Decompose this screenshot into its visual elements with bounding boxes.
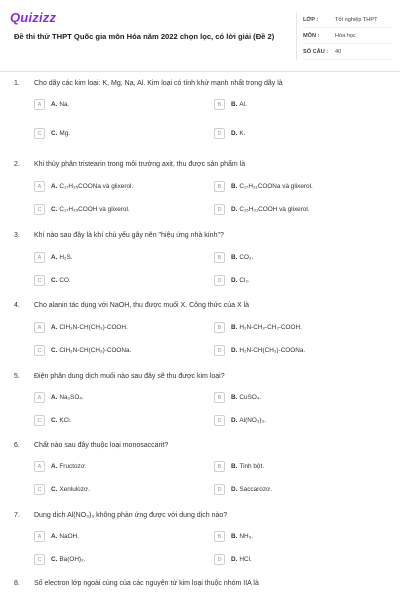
- option-c[interactable]: [34, 127, 199, 140]
- option-text: NH₃.: [239, 533, 254, 540]
- option-letter: D.: [231, 556, 238, 563]
- option-text: ClH₃N-CH(CH₃)-COONa.: [59, 347, 132, 354]
- option-badge: B: [214, 531, 225, 542]
- option-letter: B.: [231, 394, 238, 401]
- option-text: KCl.: [59, 417, 72, 424]
- option-a[interactable]: [34, 98, 199, 111]
- option-letter: B.: [231, 463, 238, 470]
- question-number: 3.: [14, 232, 20, 239]
- option-c[interactable]: [34, 203, 199, 216]
- option-text: Na₂SO₄.: [59, 394, 84, 401]
- option-d[interactable]: [214, 127, 399, 140]
- option-badge: B: [214, 392, 225, 403]
- option-text: C₁₇H₃₁COONa và glixerol.: [239, 183, 313, 190]
- question-text: Chất nào sau đây thuộc loại monosaccarit?: [34, 442, 169, 449]
- option-badge: A: [34, 99, 45, 110]
- option-badge: D: [214, 554, 225, 565]
- option-letter: A.: [51, 463, 58, 470]
- option-badge: D: [214, 484, 225, 495]
- option-badge: A: [34, 252, 45, 263]
- question-number: 6.: [14, 442, 20, 449]
- option-b[interactable]: [214, 321, 399, 334]
- option-b[interactable]: [214, 460, 399, 473]
- question-text: Số electron lớp ngoài cùng của các nguyên tử kim loại thuộc nhóm IIA là: [34, 580, 259, 587]
- option-text: H₂N-CH(CH₃)-COONa.: [239, 347, 306, 354]
- question-text: Khi thủy phân tristearin trong môi trường axit, thu được sản phẩm là: [34, 161, 246, 168]
- option-badge: B: [214, 252, 225, 263]
- option-a[interactable]: [34, 180, 199, 193]
- option-text: Ba(OH)₂.: [59, 556, 86, 563]
- option-badge: A: [34, 181, 45, 192]
- option-text: C₁₇H₃₅COONa và glixerol.: [59, 183, 134, 190]
- option-badge: D: [214, 415, 225, 426]
- option-text: H₂N-CH₂-CH₂-COOH.: [239, 324, 302, 331]
- option-letter: D.: [231, 347, 238, 354]
- option-letter: C.: [51, 417, 58, 424]
- option-b[interactable]: [214, 391, 399, 404]
- option-badge: D: [214, 275, 225, 286]
- meta-key: MÔN :: [303, 32, 320, 39]
- option-badge: D: [214, 345, 225, 356]
- meta-value: 40: [335, 48, 342, 55]
- option-text: Saccarozơ.: [239, 486, 273, 493]
- option-letter: C.: [51, 277, 58, 284]
- option-badge: B: [214, 322, 225, 333]
- option-letter: D.: [231, 486, 238, 493]
- option-letter: B.: [231, 324, 238, 331]
- quizizz-logo[interactable]: Quizizz: [10, 10, 57, 25]
- meta-row-subject: [303, 28, 392, 44]
- option-badge: D: [214, 204, 225, 215]
- option-text: Tinh bột.: [239, 463, 265, 470]
- option-text: CuSO₄.: [239, 394, 262, 401]
- option-text: H₂S.: [59, 254, 73, 261]
- option-letter: A.: [51, 533, 58, 540]
- option-badge: A: [34, 322, 45, 333]
- option-text: Mg.: [59, 130, 71, 137]
- option-letter: B.: [231, 533, 238, 540]
- meta-value: Hóa học: [335, 32, 356, 39]
- option-letter: C.: [51, 206, 58, 213]
- option-text: Na.: [59, 101, 70, 108]
- option-a[interactable]: [34, 251, 199, 264]
- question-text: Cho alanin tác dụng với NaOH, thu được muối X. Công thức của X là: [34, 302, 250, 309]
- option-c[interactable]: [34, 274, 199, 287]
- document-title: Đề thi thử THPT Quốc gia môn Hóa năm 2022 chọn lọc, có lời giải (Đề 2): [14, 32, 275, 41]
- option-a[interactable]: [34, 530, 199, 543]
- option-a[interactable]: [34, 391, 199, 404]
- option-badge: C: [34, 554, 45, 565]
- option-badge: C: [34, 128, 45, 139]
- option-badge: B: [214, 99, 225, 110]
- question-number: 4.: [14, 302, 20, 309]
- option-letter: C.: [51, 486, 58, 493]
- option-letter: D.: [231, 277, 238, 284]
- option-d[interactable]: [214, 553, 399, 566]
- option-text: Al(NO₃)₃.: [239, 417, 266, 424]
- option-badge: B: [214, 181, 225, 192]
- option-b[interactable]: [214, 251, 399, 264]
- option-text: CO.: [59, 277, 71, 284]
- option-badge: C: [34, 345, 45, 356]
- question-text: Khí nào sau đây là khí chủ yếu gây nên "hiệu ứng nhà kính"?: [34, 232, 224, 239]
- meta-value: Tốt nghiệp THPT: [335, 16, 378, 23]
- option-c[interactable]: [34, 553, 199, 566]
- question-text: Điện phân dung dịch muối nào sau đây sẽ thu được kim loại?: [34, 373, 225, 380]
- option-b[interactable]: [214, 180, 399, 193]
- option-letter: C.: [51, 130, 58, 137]
- option-d[interactable]: [214, 274, 399, 287]
- option-badge: B: [214, 461, 225, 472]
- option-d[interactable]: [214, 344, 399, 357]
- option-letter: D.: [231, 206, 238, 213]
- question-number: 5.: [14, 373, 20, 380]
- option-text: Xenlulozơ.: [59, 486, 90, 493]
- option-text: C₁₅H₃₁COOH và glixerol.: [239, 206, 310, 213]
- meta-row-count: [303, 44, 392, 60]
- option-letter: B.: [231, 101, 238, 108]
- option-badge: C: [34, 275, 45, 286]
- option-letter: A.: [51, 324, 58, 331]
- option-d[interactable]: [214, 414, 399, 427]
- option-d[interactable]: [214, 483, 399, 496]
- option-badge: C: [34, 484, 45, 495]
- option-letter: A.: [51, 254, 58, 261]
- option-c[interactable]: [34, 483, 199, 496]
- option-text: Cl₂.: [239, 277, 250, 284]
- option-badge: A: [34, 461, 45, 472]
- option-letter: B.: [231, 183, 238, 190]
- document-header: [0, 0, 400, 72]
- option-badge: D: [214, 128, 225, 139]
- option-text: CO₂.: [239, 254, 254, 261]
- option-d[interactable]: [214, 203, 399, 216]
- option-text: ClH₃N-CH(CH₃)-COOH.: [59, 324, 128, 331]
- meta-row-class: [303, 12, 392, 28]
- option-text: Fructozơ.: [59, 463, 87, 470]
- option-letter: A.: [51, 394, 58, 401]
- option-a[interactable]: [34, 321, 199, 334]
- question-text: Cho dãy các kim loại: K, Mg, Na, Al. Kim loại có tính khử mạnh nhất trong dãy là: [34, 80, 283, 87]
- option-letter: A.: [51, 101, 58, 108]
- option-text: Al.: [239, 101, 247, 108]
- option-a[interactable]: [34, 460, 199, 473]
- question-number: 8.: [14, 580, 20, 587]
- option-text: HCl.: [239, 556, 252, 563]
- meta-box: [296, 12, 392, 60]
- question-number: 2.: [14, 161, 20, 168]
- option-letter: C.: [51, 347, 58, 354]
- option-letter: D.: [231, 130, 238, 137]
- option-letter: C.: [51, 556, 58, 563]
- option-badge: A: [34, 392, 45, 403]
- option-text: C₁₇H₃₅COOH và glixerol.: [59, 206, 130, 213]
- option-b[interactable]: [214, 530, 399, 543]
- option-text: K.: [239, 130, 246, 137]
- question-number: 7.: [14, 512, 20, 519]
- option-badge: C: [34, 204, 45, 215]
- option-letter: B.: [231, 254, 238, 261]
- meta-key: SỐ CÂU :: [303, 48, 329, 55]
- option-c[interactable]: [34, 414, 199, 427]
- option-letter: A.: [51, 183, 58, 190]
- question-number: 1.: [14, 80, 20, 87]
- option-letter: D.: [231, 417, 238, 424]
- option-badge: A: [34, 531, 45, 542]
- option-text: NaOH.: [59, 533, 79, 540]
- option-c[interactable]: [34, 344, 199, 357]
- option-b[interactable]: [214, 98, 399, 111]
- meta-key: LỚP :: [303, 16, 319, 23]
- option-badge: C: [34, 415, 45, 426]
- question-text: Dung dịch Al(NO₃)₃ không phản ứng được với dung dịch nào?: [34, 512, 228, 519]
